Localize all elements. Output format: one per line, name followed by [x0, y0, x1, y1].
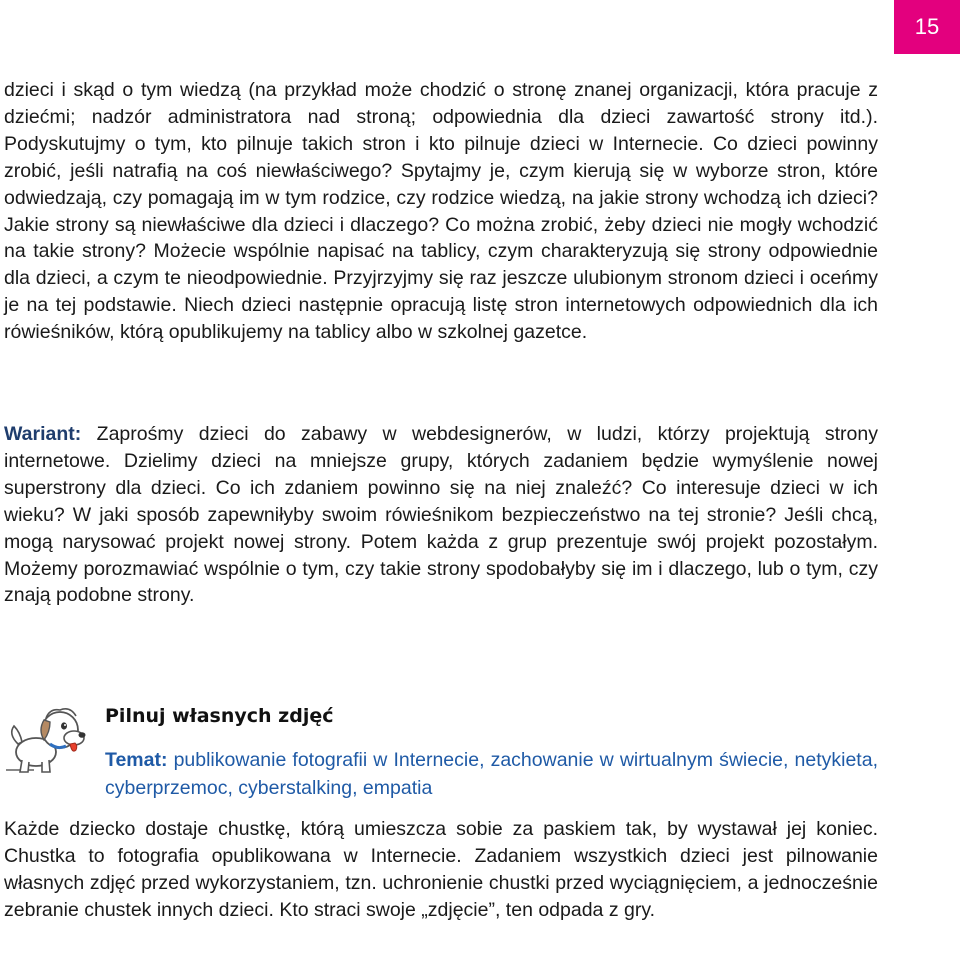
page-number-badge [894, 0, 960, 54]
paragraph-game-rules: Każde dziecko dostaje chustkę, którą umieszcza sobie za paskiem tak, by wystawał jej koniec. Chustka to fotografia opublikowana w Internecie. Zadaniem wszystkich dzieci jest pilnowanie własnych zdjęć przed wykorzystaniem, tzn. uchronienie chustki przed wyciągnięciem, a jednocześnie zebranie chustek innych dzieci. Kto straci swoje „zdjęcie”, ten odpada z gry. [4, 818, 878, 921]
topic-text: publikowanie fotografii w Internecie, zachowanie w wirtualnym świecie, netykieta, cyberprzemoc, cyberstalking, empatia [105, 749, 878, 799]
page-number: 15 [914, 14, 940, 39]
topic-label: Temat: [105, 749, 168, 771]
activity-section [4, 700, 878, 805]
section-title: Pilnuj własnych zdjęć [105, 705, 334, 727]
topic-line [105, 746, 878, 802]
paragraph-variant [4, 421, 878, 609]
dog-icon [4, 700, 92, 778]
variant-label: Wariant: [4, 423, 82, 445]
paragraph-intro: dzieci i skąd o tym wiedzą (na przykład może chodzić o stronę znanej organizacji, która pracuje z dziećmi; nadzór administratora nad stroną; odpowiednia dla dzieci zawartość strony itd.). Podyskutujmy o tym, kto pilnuje takich stron i kto pilnuje dzieci w Internecie. Co dzieci powinny zrobić, jeśli natrafią na coś niewłaściwego? Spytajmy je, czym kierują się w wyborze stron, które odwiedzają, czy pomagają im w tym rodzice, czy rodzice wiedzą, na jakie strony wchodzą ich dzieci? Jakie strony są niewłaściwe dla dzieci i dlaczego? Co można zrobić, żeby dzieci nie mogły wchodzić na takie strony? Możecie wspólnie napisać na tablicy, czym charakteryzują się strony odpowiednie dla dzieci, a czym te nieodpowiednie. Przyjrzyjmy się raz jeszcze ulubionym stronom dzieci i oceńmy je na tej podstawie. Niech dzieci następnie opracują listę stron internetowych odpowiednich dla ich rówieśników, którą opublikujemy na tablicy albo w szkolnej gazetce. [4, 79, 878, 344]
variant-text: Zaprośmy dzieci do zabawy w webdesignerów, w ludzi, którzy projektują strony internetowe. Dzielimy dzieci na mniejsze grupy, których zadaniem będzie wymyślenie nowej superstrony dla dzieci. Co ich zdaniem powinno się na niej znaleźć? Co interesuje dzieci w ich wieku? W jaki sposób zapewniłyby swoim rówieśnikom bezpieczeństwo na tej stronie? Jeśli chcą, mogą narysować projekt nowej strony. Potem każda z grup prezentuje swój projekt pozostałym. Możemy porozmawiać wspólnie o tym, czy takie strony spodobałyby się im i dlaczego, lub o tym, czy znają podobne strony. [4, 423, 878, 607]
